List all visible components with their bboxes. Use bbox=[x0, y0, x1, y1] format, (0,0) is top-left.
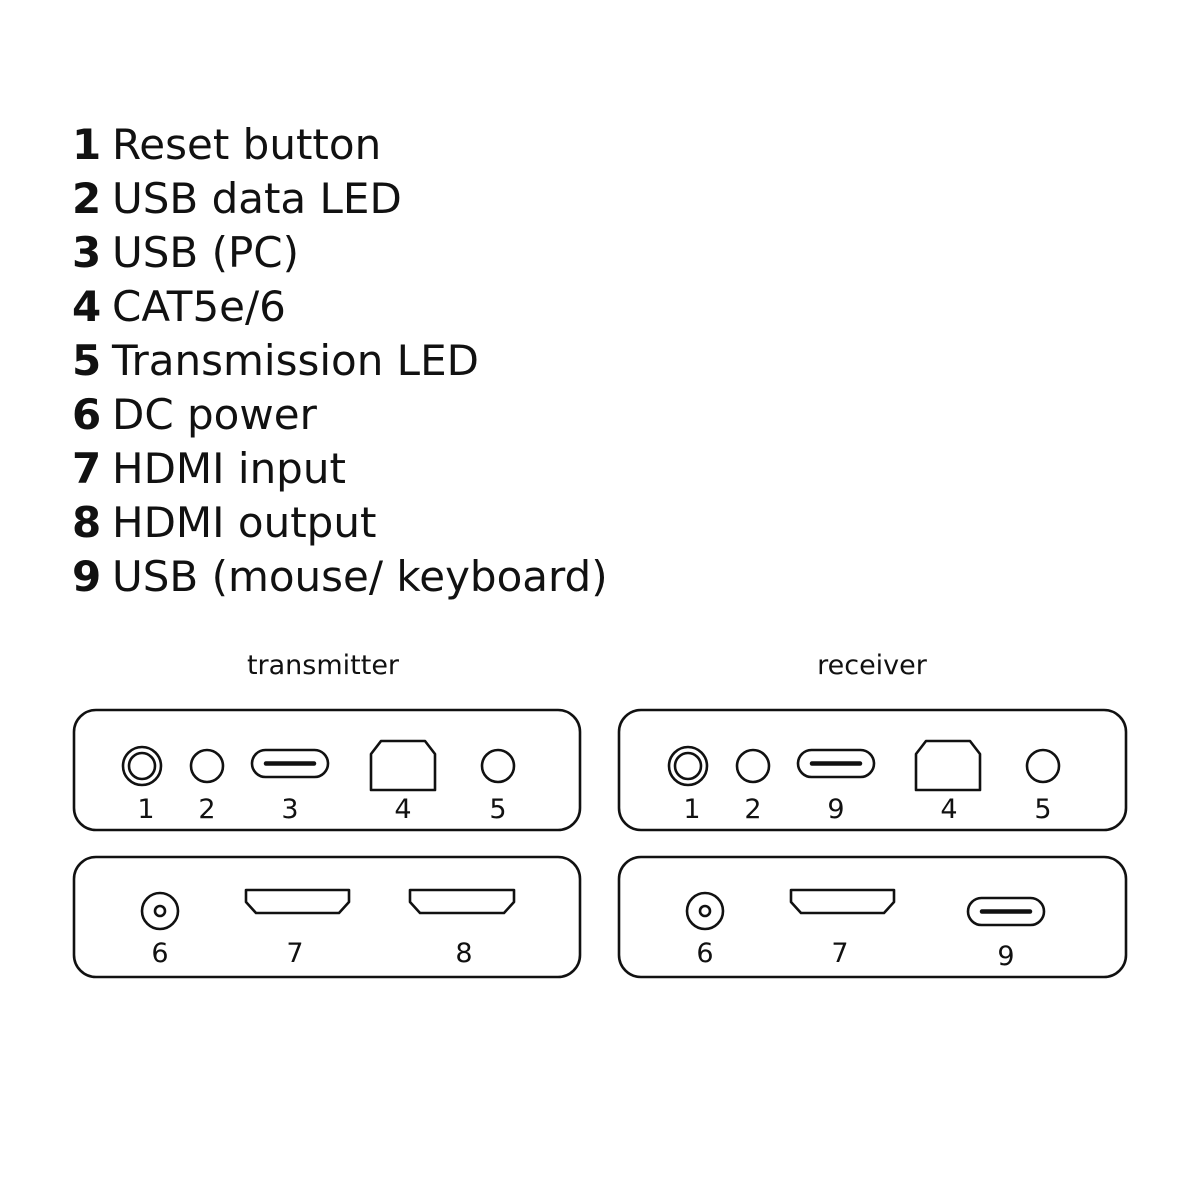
led-icon bbox=[482, 750, 514, 782]
port-number-label: 3 bbox=[281, 794, 299, 825]
legend-number: 4 bbox=[72, 282, 102, 331]
reset-button-icon bbox=[123, 747, 161, 785]
transmitter-rear-panel bbox=[74, 857, 580, 977]
legend-number: 1 bbox=[72, 120, 102, 169]
port-number-label: 1 bbox=[137, 794, 155, 825]
port-number-label: 5 bbox=[489, 794, 507, 825]
legend-number: 2 bbox=[72, 174, 102, 223]
legend-label: CAT5e/6 bbox=[112, 282, 286, 331]
port-number-label: 8 bbox=[455, 938, 473, 969]
port-number-label: 4 bbox=[394, 794, 412, 825]
port-number-label: 2 bbox=[198, 794, 216, 825]
dc-power-jack-icon bbox=[687, 893, 723, 929]
legend-label: USB data LED bbox=[112, 174, 402, 223]
led-icon bbox=[191, 750, 223, 782]
legend-label: HDMI output bbox=[112, 498, 377, 547]
port-number-label: 7 bbox=[286, 938, 304, 969]
legend-number: 9 bbox=[72, 552, 102, 601]
legend-label: HDMI input bbox=[112, 444, 346, 493]
legend-label: DC power bbox=[112, 390, 317, 439]
hdmi-port-icon bbox=[410, 890, 514, 913]
dc-power-jack-icon bbox=[142, 893, 178, 929]
legend-number: 7 bbox=[72, 444, 102, 493]
legend-number: 5 bbox=[72, 336, 102, 385]
port-number-label: 4 bbox=[940, 794, 958, 825]
legend-number: 3 bbox=[72, 228, 102, 277]
port-number-label: 1 bbox=[683, 794, 701, 825]
led-icon bbox=[737, 750, 769, 782]
transmitter-title: transmitter bbox=[246, 650, 400, 681]
port-number-label: 2 bbox=[744, 794, 762, 825]
led-icon bbox=[1027, 750, 1059, 782]
legend-number: 6 bbox=[72, 390, 102, 439]
legend-label: USB (PC) bbox=[112, 228, 299, 277]
receiver-title: receiver bbox=[817, 650, 927, 681]
usb-c-port-icon bbox=[252, 750, 328, 777]
port-number-label: 7 bbox=[831, 938, 849, 969]
port-number-label: 9 bbox=[827, 794, 845, 825]
port-number-label: 9 bbox=[997, 941, 1015, 972]
hdmi-port-icon bbox=[246, 890, 349, 913]
receiver-rear-panel bbox=[619, 857, 1126, 977]
port-number-label: 6 bbox=[151, 938, 169, 969]
legend-label: Reset button bbox=[112, 120, 382, 169]
legend-number: 8 bbox=[72, 498, 102, 547]
usb-c-port-icon bbox=[968, 898, 1044, 925]
port-number-label: 5 bbox=[1034, 794, 1052, 825]
usb-c-port-icon bbox=[798, 750, 874, 777]
hdmi-port-icon bbox=[791, 890, 894, 913]
legend-label: USB (mouse/ keyboard) bbox=[112, 552, 608, 601]
legend-label: Transmission LED bbox=[112, 336, 479, 385]
rj45-port-icon bbox=[371, 741, 435, 790]
reset-button-icon bbox=[669, 747, 707, 785]
rj45-port-icon bbox=[916, 741, 980, 790]
port-number-label: 6 bbox=[696, 938, 714, 969]
